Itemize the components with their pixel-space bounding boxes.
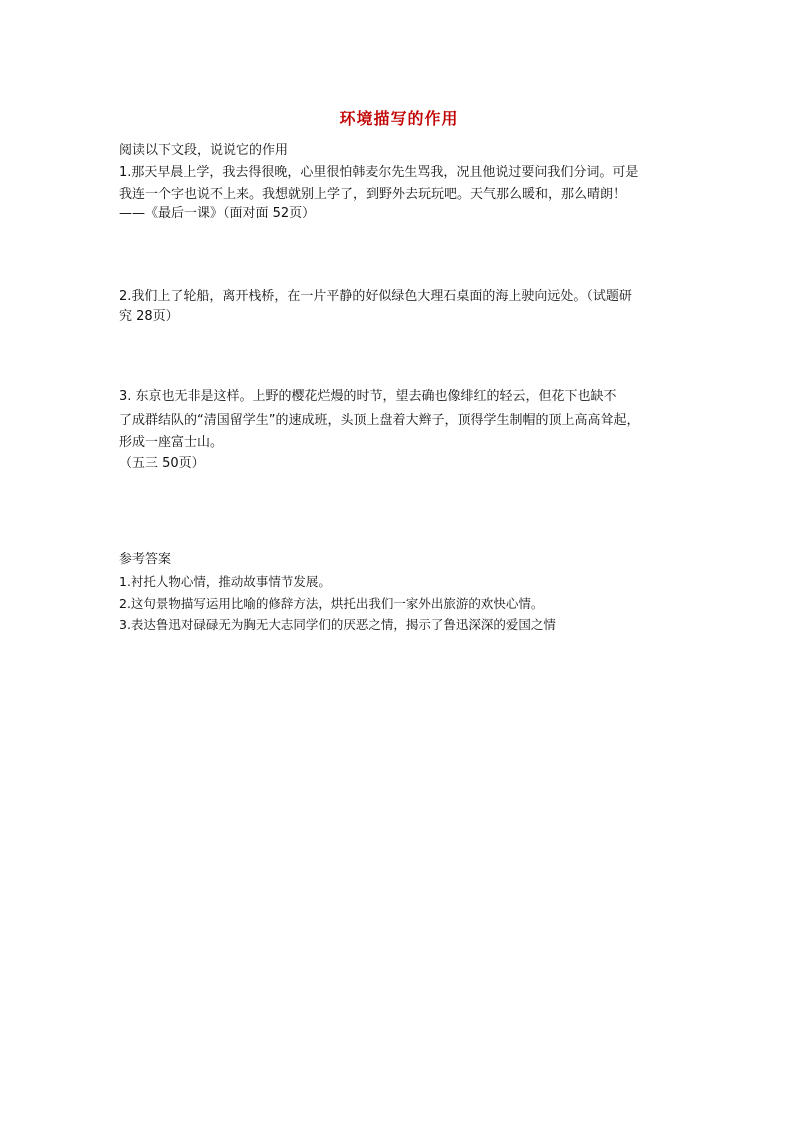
passage-2-line-1: 2.我们上了轮船，离开栈桥，在一片平静的好似绿色大理石桌面的海上驶向远处。（试题研 [119, 289, 632, 304]
passage-1-line-1: 1.那天早晨上学，我去得很晚，心里很怕韩麦尔先生骂我，况且他说过要问我们分词。可是 [119, 165, 639, 180]
passage-1-line-2: 我连一个字也说不上来。我想就别上学了，到野外去玩玩吧。天气那么暖和，那么晴朗！ [119, 187, 627, 202]
passage-3-source: （五三 50页） [119, 456, 205, 471]
page-title: 环境描写的作用 [339, 109, 459, 128]
answer-item-1: 1.衬托人物心情，推动故事情节发展。 [119, 574, 331, 589]
answers-heading: 参考答案 [119, 552, 172, 567]
passage-2-line-2: 究 28页） [119, 309, 179, 324]
answer-item-3: 3.表达鲁迅对碌碌无为胸无大志同学们的厌恶之情，揭示了鲁迅深深的爱国之情 [119, 617, 556, 632]
intro-instruction: 阅读以下文段，说说它的作用 [119, 143, 289, 158]
passage-3-line-1: 3. 东京也无非是这样。上野的樱花烂熳的时节，望去确也像绯红的轻云，但花下也缺不 [119, 389, 617, 404]
passage-3-line-2: 了成群结队的“清国留学生”的速成班，头顶上盘着大辫子，顶得学生制帽的顶上高高耸起， [119, 413, 640, 428]
answer-item-2: 2.这句景物描写运用比喻的修辞方法，烘托出我们一家外出旅游的欢快心情。 [119, 596, 544, 611]
passage-3-line-3: 形成一座富士山。 [119, 435, 224, 450]
passage-1-source: ——《最后一课》（面对面 52页） [119, 206, 316, 221]
